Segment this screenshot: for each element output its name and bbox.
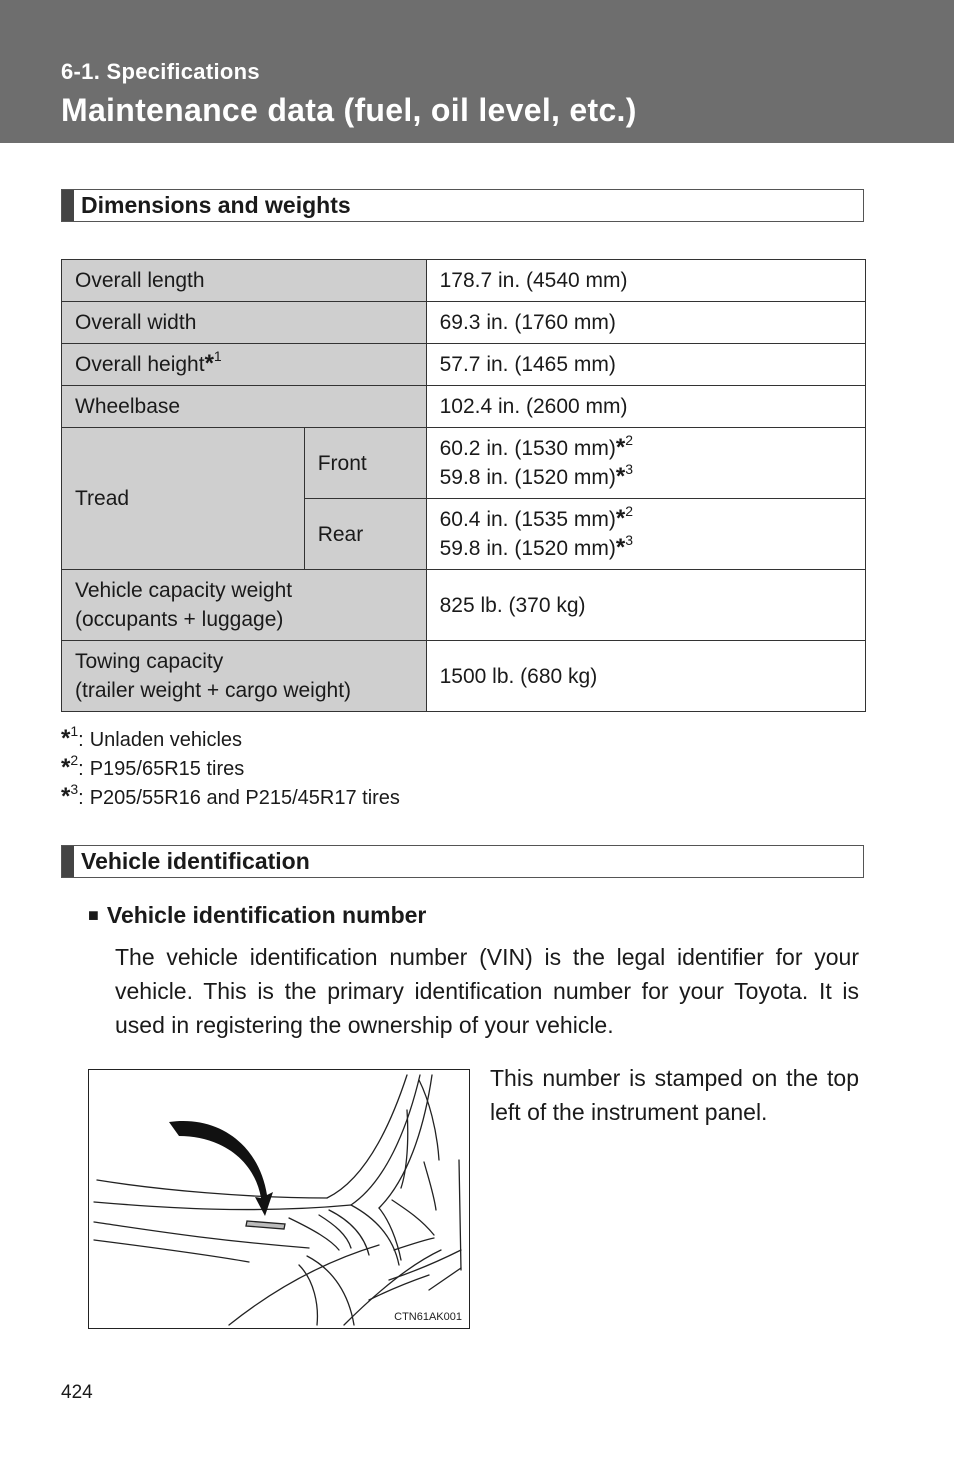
capacity-weight-value: 825 lb. (370 kg)	[426, 570, 865, 641]
footnotes	[61, 723, 400, 813]
footnote-star: *	[61, 754, 71, 781]
footnote-ref: 3	[625, 461, 633, 477]
towing-capacity-label-line-1: Towing capacity	[75, 650, 224, 673]
towing-capacity-label-line-2: (trailer weight + cargo weight)	[75, 679, 352, 702]
footnote-num: 2	[70, 752, 79, 769]
vin-description: The vehicle identification number (VIN) is the legal identifier for your vehicle. This is the primary identification number for your Toyota. It is used in registering the ownership of your vehicle.	[115, 944, 859, 1038]
table-row	[62, 386, 866, 428]
footnote-sep: :	[78, 758, 84, 780]
tread-front-value-1: 60.2 in. (1530 mm)	[439, 437, 616, 460]
towing-capacity-label	[62, 641, 427, 712]
page-header	[0, 0, 954, 143]
footnote-text: P195/65R15 tires	[89, 758, 245, 780]
footnote-num: 3	[70, 781, 79, 798]
overall-height-label: Overall height	[75, 353, 205, 376]
footnote-star: *	[615, 534, 626, 561]
overall-width-value: 69.3 in. (1760 mm)	[426, 302, 865, 344]
square-bullet-icon: ■	[88, 905, 99, 925]
tread-rear-value	[426, 499, 865, 570]
tread-rear-value-2: 59.8 in. (1520 mm)	[439, 537, 616, 560]
identification-heading: Vehicle identification	[61, 845, 864, 878]
tread-front-label: Front	[304, 428, 426, 499]
table-row	[62, 570, 866, 641]
capacity-weight-label-line-1: Vehicle capacity weight	[75, 579, 293, 602]
pointer-arrow-icon	[169, 1121, 273, 1216]
dashboard-drawing	[89, 1070, 469, 1328]
overall-length-label: Overall length	[62, 260, 427, 302]
page-title: Maintenance data (fuel, oil level, etc.)	[61, 92, 637, 128]
footnote-star: *	[615, 505, 626, 532]
overall-height-label-cell	[62, 344, 427, 386]
vin-subheading	[88, 902, 426, 929]
footnote-ref: 1	[213, 348, 222, 364]
table-row	[62, 302, 866, 344]
table-row	[62, 344, 866, 386]
wheelbase-label: Wheelbase	[62, 386, 427, 428]
footnote-num: 1	[70, 723, 79, 740]
footnote-text: P205/55R16 and P215/45R17 tires	[89, 787, 400, 809]
footnote-star: *	[61, 725, 71, 752]
table-row	[62, 641, 866, 712]
tread-front-value	[426, 428, 865, 499]
footnote-ref: 2	[625, 503, 633, 519]
dimensions-heading: Dimensions and weights	[61, 189, 864, 222]
footnote-ref: 2	[625, 432, 633, 448]
footnote-star: *	[615, 434, 626, 461]
tread-label: Tread	[62, 428, 305, 570]
vin-subheading-text: Vehicle identification number	[106, 902, 427, 928]
footnote-text: Unladen vehicles	[89, 729, 243, 751]
overall-length-value: 178.7 in. (4540 mm)	[426, 260, 865, 302]
table-row	[62, 260, 866, 302]
footnote-star: *	[61, 783, 71, 810]
footnote-sep: :	[78, 729, 84, 751]
footnote-star: *	[615, 463, 626, 490]
illustration-code: CTN61AK001	[394, 1311, 462, 1323]
dimensions-table	[61, 259, 866, 712]
footnote-ref: 3	[625, 532, 633, 548]
wheelbase-value: 102.4 in. (2600 mm)	[426, 386, 865, 428]
capacity-weight-label	[62, 570, 427, 641]
tread-front-value-2: 59.8 in. (1520 mm)	[439, 466, 616, 489]
tread-rear-label: Rear	[304, 499, 426, 570]
footnote-3	[61, 781, 400, 813]
overall-height-value: 57.7 in. (1465 mm)	[426, 344, 865, 386]
footnote-star: *	[204, 350, 214, 377]
overall-width-label: Overall width	[62, 302, 427, 344]
towing-capacity-value: 1500 lb. (680 kg)	[426, 641, 865, 712]
vin-location-text: This number is stamped on the top left of the instrument panel.	[490, 1065, 859, 1125]
footnote-2	[61, 752, 400, 784]
table-row	[62, 428, 866, 499]
capacity-weight-label-line-2: (occupants + luggage)	[75, 608, 284, 631]
footnote-1	[61, 723, 400, 755]
page-number: 424	[61, 1382, 93, 1403]
vin-plate-icon	[246, 1221, 285, 1229]
vin-location-illustration	[88, 1069, 470, 1329]
footnote-sep: :	[78, 787, 84, 809]
tread-rear-value-1: 60.4 in. (1535 mm)	[439, 508, 616, 531]
section-label: 6-1. Specifications	[61, 59, 260, 84]
